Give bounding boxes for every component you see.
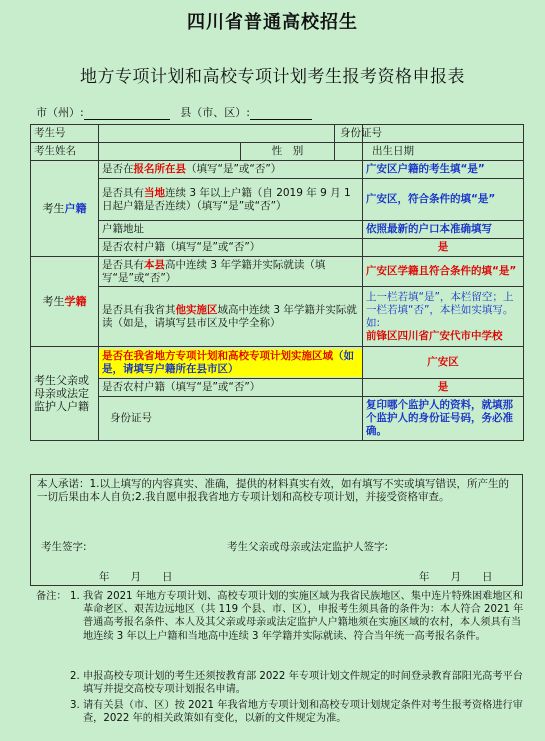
note-text: 请有关县（市、区）按 2021 年我省地方专项计划和高校专项计划规定条件对考生报考资格进行审查，2022 年的相关政策如有变化，以新的文件规定为准。	[83, 700, 523, 725]
notes-heading: 备注：	[36, 591, 67, 602]
q-local-xueji: 是否具有本县高中连续 3 年学籍并实际就读（填写“是”或“否”）	[99, 257, 363, 287]
id-no-field[interactable]	[363, 125, 524, 143]
a-parent-id[interactable]: 复印哪个监护人的资料，就填那个监护人的身份证号码，务必准确。	[363, 397, 524, 441]
parent-category: 考生父亲或母亲或法定监护人户籍	[31, 347, 99, 441]
form-subtitle: 地方专项计划和高校专项计划考生报考资格申报表	[80, 67, 465, 87]
table-row	[31, 125, 524, 143]
q-three-year-huji: 是否具有当地连续 3 年以上户籍（自 2019 年 9 月 1 日起户籍是否连续）（填写“是”或“否”）	[99, 179, 363, 221]
a-other-xueji[interactable]: 上一栏若填“是”，本栏留空；上一栏若填“否”，本栏如实填写。如: 前锋区四川省广安代市中学校	[363, 287, 524, 347]
gender-field[interactable]	[335, 143, 363, 161]
note-number: 3.	[70, 700, 80, 711]
a-local-xueji[interactable]: 广安区学籍且符合条件的填“是”	[363, 257, 524, 287]
application-table	[30, 124, 524, 441]
table-row	[31, 179, 524, 221]
q-local-huji: 是否在报名所在县（填写“是”或“否”）	[99, 161, 363, 179]
q-parent-id: 身份证号	[99, 397, 363, 441]
student-sign-label: 考生签字:	[41, 541, 87, 553]
q-parent-region: 是否在我省地方专项计划和高校专项计划实施区域（如是，请填写户籍所在县市区）	[99, 347, 363, 379]
parent-date: 年 月 日	[419, 571, 493, 583]
note-text: 申报高校专项计划的考生还须按教育部 2022 年专项计划文件规定的时间登录教育部阳光高考平台填写并提交高校专项计划报名申请。	[83, 671, 523, 696]
table-row	[31, 347, 524, 379]
table-row	[31, 143, 524, 161]
note-item	[70, 590, 528, 643]
form-title: 四川省普通高校招生	[187, 12, 358, 33]
q-huji-address: 户籍地址	[99, 221, 363, 239]
county-label: 县（市、区）:	[180, 106, 250, 119]
huji-category: 考生户籍	[31, 161, 99, 257]
table-row	[31, 379, 524, 397]
gender-label: 性 别	[241, 143, 335, 161]
a-parent-rural[interactable]: 是	[363, 379, 524, 397]
parent-sign-label: 考生父亲或母亲或法定监护人签字:	[227, 541, 389, 553]
note-item	[70, 670, 528, 696]
table-row	[31, 287, 524, 347]
name-field[interactable]	[99, 143, 241, 161]
q-parent-rural: 是否农村户籍（填写“是”或“否”）	[99, 379, 363, 397]
a-local-huji[interactable]: 广安区户籍的考生填“是”	[363, 161, 524, 179]
a-parent-region[interactable]: 广安区	[363, 347, 524, 379]
birth-label: 出生日期	[372, 145, 415, 157]
pledge-text: 本人承诺：1.以上填写的内容真实、准确，提供的材料真实有效，如有填写不实或填写错误，所产生的一切后果由本人自负;2.我自愿申报我省地方专项计划和高校专项计划，并接受资格审查。	[37, 478, 510, 503]
q-other-xueji: 是否具有我省其他实施区域高中连续 3 年学籍并实际就读（如是，请填写县市区及中学全称）	[99, 287, 363, 347]
table-row	[31, 397, 524, 441]
a-rural-huji[interactable]: 是	[363, 239, 524, 257]
table-row	[31, 221, 524, 239]
xueji-category: 考生学籍	[31, 257, 99, 347]
city-label: 市（州）:	[36, 106, 84, 119]
table-row	[31, 239, 524, 257]
region-line	[36, 104, 312, 120]
a-three-year-huji[interactable]: 广安区，符合条件的填“是”	[363, 179, 524, 221]
a-huji-address[interactable]: 依照最新的户口本准确填写	[363, 221, 524, 239]
id-no-label: 身份证号	[335, 125, 363, 143]
q-rural-huji: 是否农村户籍（填写“是”或“否”）	[99, 239, 363, 257]
note-item	[70, 699, 528, 725]
exam-no-label: 考生号	[31, 125, 99, 143]
note-number: 2.	[70, 671, 80, 682]
table-row	[31, 257, 524, 287]
birth-cell[interactable]	[363, 143, 524, 161]
name-label: 考生姓名	[31, 143, 99, 161]
pledge-box	[30, 474, 523, 586]
county-blank[interactable]	[250, 108, 312, 120]
exam-no-field[interactable]	[99, 125, 335, 143]
table-row	[31, 161, 524, 179]
city-blank[interactable]	[84, 108, 170, 120]
note-number: 1.	[70, 591, 80, 602]
student-date: 年 月 日	[99, 571, 173, 583]
note-text: 我省 2021 年地方专项计划、高校专项计划的实施区域为我省民族地区、集中连片特殊困难地区和革命老区、艰苦边远地区（共 119 个县、市、区），申报考生须具备的条件为：本人符合 2021 年普通高考报名条件、本人及其父亲或母亲或法定监护人户籍地须在实施区域的农村，本人须具有当地连续 3 年以上户籍和当地高中连续 3 年学籍并实际就读、符合当年统一高考报名条件。	[83, 591, 524, 642]
